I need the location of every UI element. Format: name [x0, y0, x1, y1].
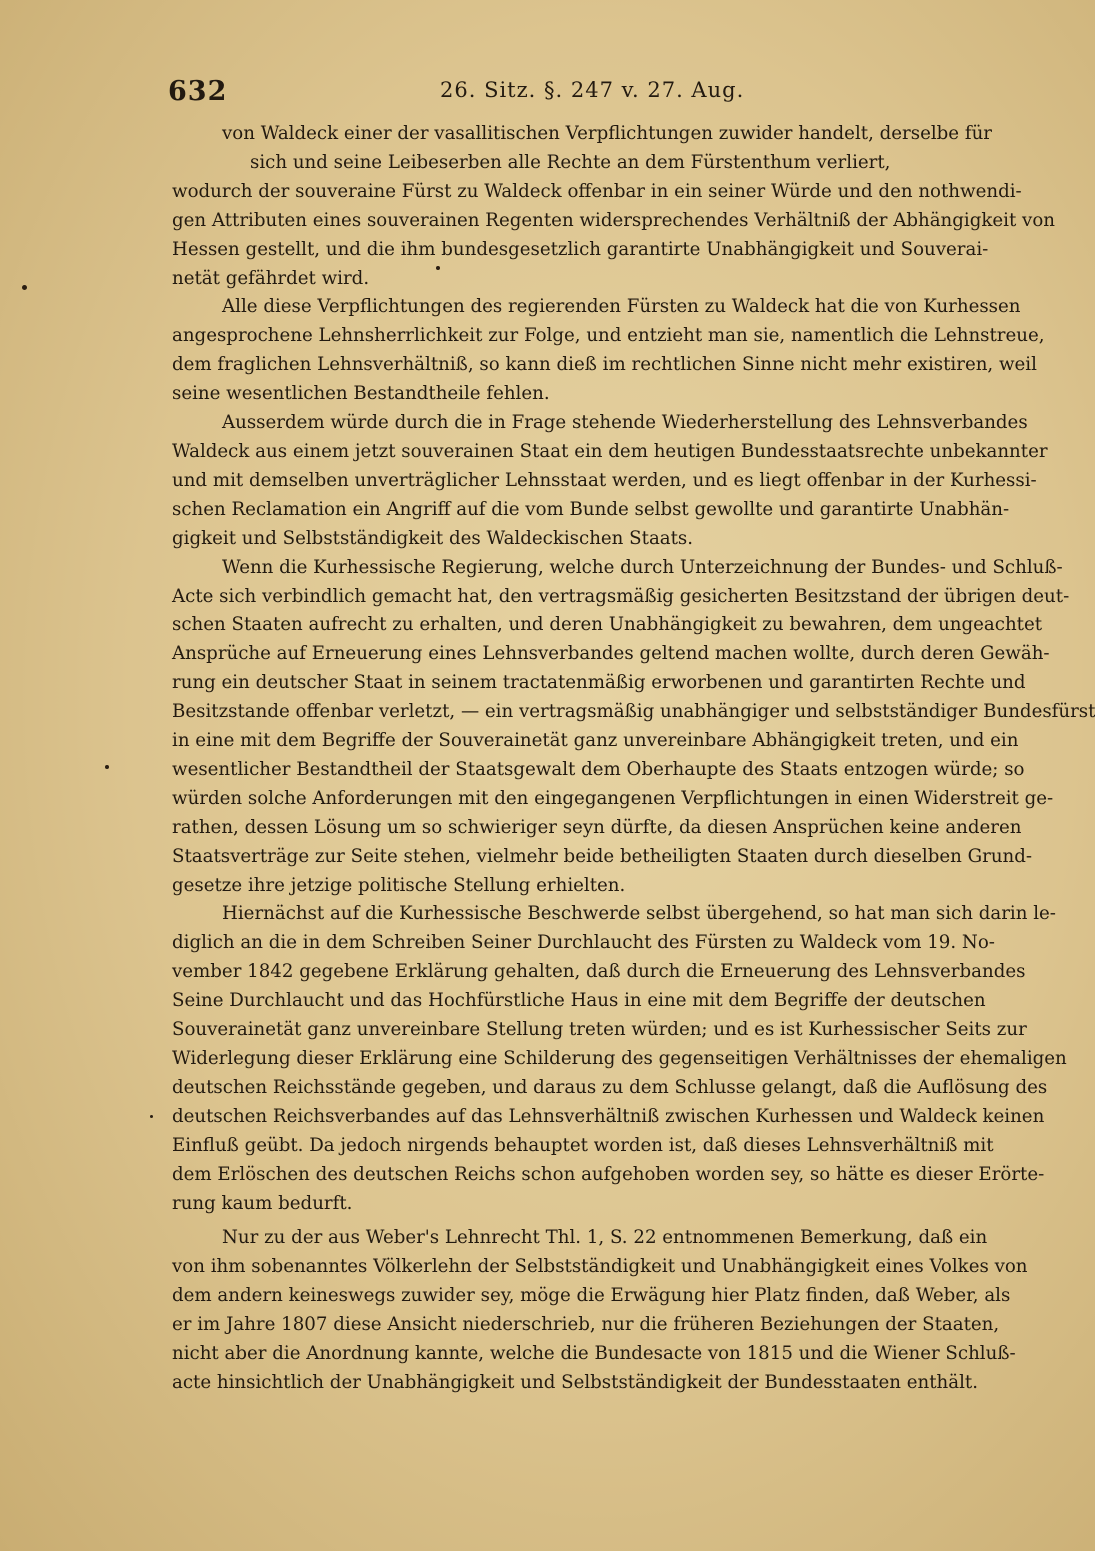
- text-line: Nur zu der aus Weber's Lehnrecht Thl. 1, S. 22 entnommenen Bemerkung, daß ein: [222, 1227, 988, 1249]
- text-line: Acte sich verbindlich gemacht hat, den vertragsmäßig gesicherten Besitzstand der übrigen deut-: [172, 585, 1070, 607]
- text-line: gen Attributen eines souverainen Regenten widersprechendes Verhältniß der Abhängigkeit von: [172, 209, 1055, 231]
- page-number: 632: [168, 76, 228, 107]
- paper-speck: [22, 285, 27, 290]
- text-line: diglich an die in dem Schreiben Seiner Durchlaucht des Fürsten zu Waldeck vom 19. No-: [172, 932, 995, 954]
- paragraph: [172, 293, 1045, 409]
- paragraph: [172, 120, 1055, 293]
- text-line: würden solche Anforderungen mit den eingegangenen Verpflichtungen in einen Widerstreit ge-: [172, 787, 1054, 809]
- text-line: Waldeck aus einem jetzt souverainen Staat ein dem heutigen Bundesstaatsrechte unbekannter: [172, 440, 1048, 462]
- running-head: 26. Sitz. §. 247 v. 27. Aug.: [440, 78, 745, 102]
- text-line: Ausserdem würde durch die in Frage stehende Wiederherstellung des Lehnsverbandes: [222, 412, 1028, 434]
- text-line: von Waldeck einer der vasallitischen Verpflichtungen zuwider handelt, derselbe für: [222, 123, 992, 144]
- text-line: deutschen Reichsstände gegeben, und daraus zu dem Schlusse gelangt, daß die Auflösung des: [172, 1076, 1048, 1098]
- text-line: Wenn die Kurhessische Regierung, welche durch Unterzeichnung der Bundes- und Schluß-: [222, 556, 1063, 578]
- text-line: gesetze ihre jetzige politische Stellung erhielten.: [172, 874, 626, 896]
- text-line: in eine mit dem Begriffe der Souverainetät ganz unvereinbare Abhängigkeit treten, und ein: [172, 730, 1019, 752]
- paragraph: [172, 554, 1095, 901]
- text-line: rung kaum bedurft.: [172, 1192, 353, 1214]
- text-line: gigkeit und Selbstständigkeit des Waldeckischen Staats.: [172, 527, 694, 549]
- text-line: netät gefährdet wird.: [172, 267, 370, 289]
- paper-speck: [150, 1115, 153, 1118]
- text-line: Widerlegung dieser Erklärung eine Schilderung des gegenseitigen Verhältnisses der ehemaligen: [172, 1048, 1067, 1069]
- text-line: schen Staaten aufrecht zu erhalten, und deren Unabhängigkeit zu bewahren, dem ungeachtet: [172, 614, 1043, 636]
- text-line: rathen, dessen Lösung um so schwieriger seyn dürfte, da diesen Ansprüchen keine anderen: [172, 816, 1022, 838]
- body-text: [172, 120, 1095, 1398]
- text-line: angesprochene Lehnsherrlichkeit zur Folge, und entzieht man sie, namentlich die Lehnstreue,: [172, 325, 1045, 347]
- text-line: dem fraglichen Lehnsverhältniß, so kann dieß im rechtlichen Sinne nicht mehr existiren, weil: [172, 354, 1037, 376]
- text-line: Einfluß geübt. Da jedoch nirgends behauptet worden ist, daß dieses Lehnsverhältniß mit: [172, 1134, 994, 1156]
- text-line: rung ein deutscher Staat in seinem tractatenmäßig erworbenen und garantirten Rechte und: [172, 672, 1026, 694]
- text-line: acte hinsichtlich der Unabhängigkeit und Selbstständigkeit der Bundesstaaten enthält.: [172, 1371, 978, 1393]
- text-line: vember 1842 gegebene Erklärung gehalten, daß durch die Erneuerung des Lehnsverbandes: [172, 961, 1026, 983]
- text-line: Besitzstande offenbar verletzt, — ein vertragsmäßig unabhängiger und selbstständiger Bundesfürst: [172, 701, 1095, 723]
- text-line: Hiernächst auf die Kurhessische Beschwerde selbst übergehend, so hat man sich darin le-: [222, 903, 1056, 925]
- text-line: Hessen gestellt, und die ihm bundesgesetzlich garantirte Unabhängigkeit und Souverai-: [172, 238, 989, 260]
- text-line: dem Erlöschen des deutschen Reichs schon aufgehoben worden sey, so hätte es dieser Erörte-: [172, 1163, 1045, 1185]
- text-line: Ansprüche auf Erneuerung eines Lehnsverbandes geltend machen wollte, durch deren Gewäh-: [172, 643, 1050, 665]
- text-line: seine wesentlichen Bestandtheile fehlen.: [172, 383, 550, 405]
- text-line: Alle diese Verpflichtungen des regierenden Fürsten zu Waldeck hat die von Kurhessen: [222, 296, 1021, 318]
- text-line: schen Reclamation ein Angriff auf die vom Bunde selbst gewollte und garantirte Unabhän-: [172, 498, 1010, 520]
- paragraph: [172, 409, 1048, 554]
- paragraph: [172, 900, 1067, 1218]
- text-line: sich und seine Leibeserben alle Rechte an dem Fürstenthum verliert,: [250, 151, 891, 173]
- text-line: dem andern keineswegs zuwider sey, möge die Erwägung hier Platz finden, daß Weber, als: [172, 1285, 1011, 1307]
- text-line: nicht aber die Anordnung kannte, welche die Bundesacte von 1815 und die Wiener Schluß-: [172, 1343, 1016, 1365]
- paper-speck: [105, 765, 109, 769]
- paper-speck: [436, 266, 440, 270]
- text-line: Seine Durchlaucht und das Hochfürstliche Haus in eine mit dem Begriffe der deutschen: [172, 990, 986, 1012]
- text-line: von ihm sobenanntes Völkerlehn der Selbstständigkeit und Unabhängigkeit eines Volkes von: [172, 1256, 1028, 1278]
- paragraph: [172, 1224, 1028, 1397]
- text-line: Souverainetät ganz unvereinbare Stellung treten würden; und es ist Kurhessischer Seits zur: [172, 1019, 1027, 1041]
- page-header: [168, 76, 973, 112]
- text-line: deutschen Reichsverbandes auf das Lehnsverhältniß zwischen Kurhessen und Waldeck keinen: [172, 1105, 1045, 1127]
- text-line: Staatsverträge zur Seite stehen, vielmehr beide betheiligten Staaten durch dieselben Grund-: [172, 845, 1033, 867]
- text-line: er im Jahre 1807 diese Ansicht niederschrieb, nur die früheren Beziehungen der Staaten,: [172, 1314, 1000, 1336]
- text-line: und mit demselben unverträglicher Lehnsstaat werden, und es liegt offenbar in der Kurhessi-: [172, 469, 1037, 491]
- text-line: wodurch der souveraine Fürst zu Waldeck offenbar in ein seiner Würde und den nothwendi-: [172, 180, 1022, 202]
- text-line: wesentlicher Bestandtheil der Staatsgewalt dem Oberhaupte des Staats entzogen würde; so: [172, 758, 1025, 780]
